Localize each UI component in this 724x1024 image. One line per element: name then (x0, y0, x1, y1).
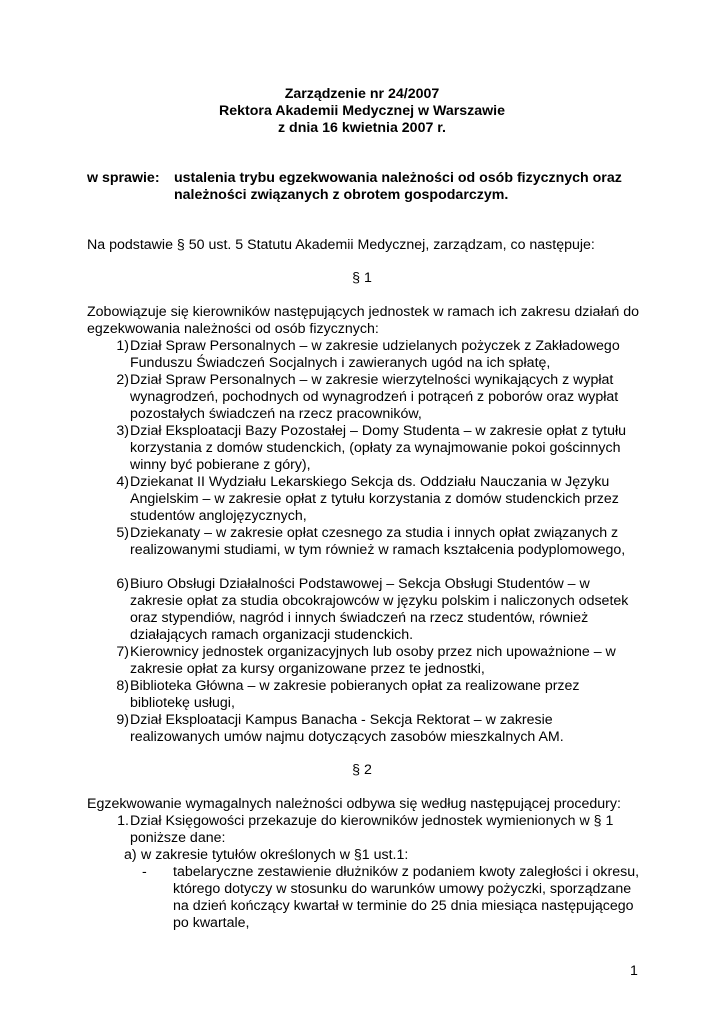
list-text: Dział Spraw Personalnych – w zakresie wierzytelności wynikających z wypłat wynagrodzeń, pochodnych od wynagrodzeń i potrąceń z poborów oraz wypłat pozostałych świadczeń na rzecz pracowników, (130, 372, 619, 422)
header-issuer: Rektora Akademii Medycznej w Warszawie (219, 103, 505, 119)
list-text: Dział Eksploatacji Kampus Banacha - Sekcja Rektorat – w zakresie realizowanych umów najmu dotyczących zasobów mieszkalnych AM. (130, 712, 564, 745)
subitem-text: w zakresie tytułów określonych w §1 ust.1: (141, 847, 409, 863)
list-text: Dział Eksploatacji Bazy Pozostałej – Domy Studenta – w zakresie opłat z tytułu korzystania z domów studenckich, (opłaty za wynajmowanie pokoi gościnnych winny być pobierane z góry), (130, 423, 627, 473)
subitem-letter: a) (124, 847, 137, 863)
dash-bullet: - (142, 864, 147, 880)
header-title: Zarządzenie nr 24/2007 (284, 86, 440, 102)
list-number: 2) (116, 372, 129, 388)
subject-text: ustalenia trybu egzekwowania należności od osób fizycznych oraz należności związanych z obrotem gospodarczym. (174, 170, 622, 203)
list-number: 9) (116, 712, 129, 728)
list-number: 4) (116, 474, 129, 490)
list-text: Dział Spraw Personalnych – w zakresie udzielanych pożyczek z Zakładowego Funduszu Świadczeń Socjalnych i zawieranych ugód na ich spłatę, (130, 338, 620, 371)
section-1-title: § 1 (352, 270, 372, 286)
section-2-intro: Egzekwowanie wymagalnych należności odbywa się według następującej procedury: (87, 796, 621, 812)
section-1-intro: Zobowiązuje się kierowników następujących jednostek w ramach ich zakresu działań do egzekwowania należności od osób fizycznych: (87, 304, 640, 337)
list-number: 6) (116, 576, 129, 592)
list-text: Biuro Obsługi Działalności Podstawowej – Sekcja Obsługi Studentów – w zakresie opłat za studia obcokrajowców w języku polskim i naliczonych odsetek oraz stypendiów, nagród i innych świadczeń na rzecz studentów, również działających ramach organizacji studenckich. (130, 576, 629, 643)
page-number: 1 (630, 963, 638, 979)
dash-text: tabelaryczne zestawienie dłużników z podaniem kwoty zaległości i okresu, którego dotyczy w stosunku do warunków umowy pożyczki, sporządzane na dzień kończący kwartał w terminie do 25 dnia miesiąca następującego po kwartale, (173, 864, 640, 931)
list-number: 5) (116, 525, 129, 541)
section-2-title: § 2 (352, 762, 372, 778)
list-number: 8) (116, 678, 129, 694)
list-number: 1) (116, 338, 129, 354)
list-text: Dział Księgowości przekazuje do kierowników jednostek wymienionych w § 1 poniższe dane: (130, 813, 614, 846)
list-number: 7) (116, 644, 129, 660)
list-text: Dziekanaty – w zakresie opłat czesnego za studia i innych opłat związanych z realizowanymi studiami, w tym również w ramach kształcenia podyplomowego, (130, 525, 626, 558)
list-number: 1. (117, 813, 129, 829)
list-text: Kierownicy jednostek organizacyjnych lub osoby przez nich upoważnione – w zakresie opłat za kursy organizowane przez te jednostki, (130, 644, 616, 677)
intro-paragraph: Na podstawie § 50 ust. 5 Statutu Akademii Medycznej, zarządzam, co następuje: (87, 237, 595, 253)
list-number: 3) (116, 423, 129, 439)
list-text: Biblioteka Główna – w zakresie pobieranych opłat za realizowane przez bibliotekę usługi, (130, 678, 580, 711)
header-date: z dnia 16 kwietnia 2007 r. (278, 120, 446, 136)
subject-label: w sprawie: (87, 170, 160, 186)
document-header (0, 86, 724, 137)
list-text: Dziekanat II Wydziału Lekarskiego Sekcja ds. Oddziału Nauczania w Języku Angielskim – w zakresie opłat z tytułu korzystania z domów studenckich przez studentów anglojęzycznych, (130, 474, 619, 524)
